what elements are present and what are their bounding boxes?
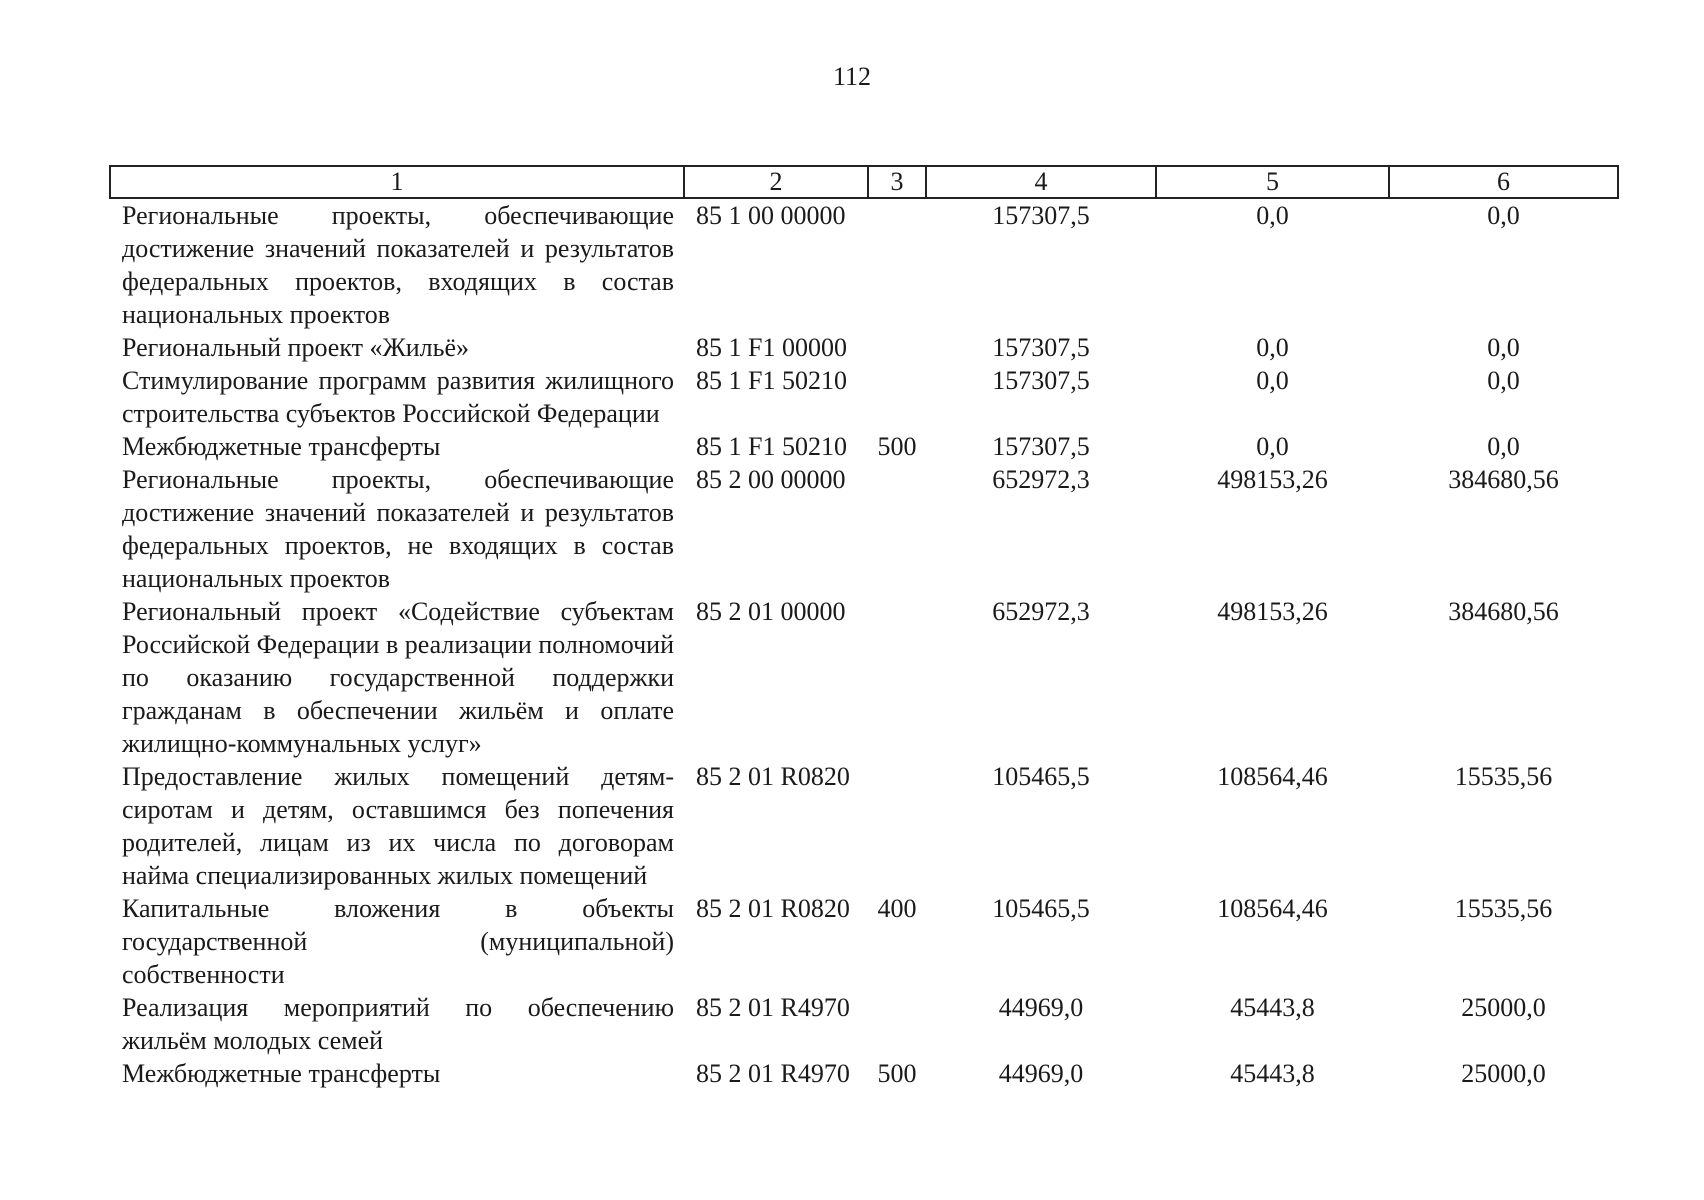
row-code: 85 2 01 R0820 bbox=[696, 894, 850, 923]
row-value-6: 0,0 bbox=[1487, 366, 1520, 395]
row-name: Стимулирование программ развития жилищного строительства субъектов Российской Федерации bbox=[122, 366, 674, 428]
column-header: 3 bbox=[868, 166, 926, 198]
row-value-6: 25000,0 bbox=[1461, 1059, 1546, 1088]
table-row bbox=[110, 991, 1618, 1057]
row-value-6: 0,0 bbox=[1487, 333, 1520, 362]
row-value-4: 157307,5 bbox=[992, 432, 1090, 461]
row-code: 85 1 F1 00000 bbox=[696, 333, 847, 362]
row-value-5: 0,0 bbox=[1256, 201, 1289, 230]
row-value-5: 108564,46 bbox=[1217, 894, 1328, 923]
row-value-6: 25000,0 bbox=[1461, 993, 1546, 1022]
row-value-4: 157307,5 bbox=[992, 366, 1090, 395]
row-code: 85 2 01 R4970 bbox=[696, 993, 850, 1022]
row-code: 85 2 01 00000 bbox=[696, 597, 846, 626]
row-value-5: 498153,26 bbox=[1217, 465, 1328, 494]
row-name: Региональные проекты, обеспечивающие достижение значений показателей и результатов федеральных проектов, не входящих в состав национальных проектов bbox=[122, 465, 674, 593]
page-number: 112 bbox=[832, 62, 872, 91]
row-value-5: 45443,8 bbox=[1230, 1059, 1315, 1088]
row-expense-type: 500 bbox=[877, 1059, 917, 1088]
row-value-5: 0,0 bbox=[1256, 333, 1289, 362]
row-value-5: 0,0 bbox=[1256, 432, 1289, 461]
row-code: 85 1 00 00000 bbox=[696, 201, 846, 230]
row-name: Региональный проект «Жильё» bbox=[122, 333, 470, 362]
row-name: Региональный проект «Содействие субъектам Российской Федерации в реализации полномочий по оказанию государственной поддержки гражданам в обеспечении жильём и оплате жилищно-коммунальных услуг» bbox=[122, 597, 674, 758]
table-row bbox=[110, 430, 1618, 463]
table-row bbox=[110, 364, 1618, 430]
row-value-6: 15535,56 bbox=[1454, 762, 1553, 791]
row-value-4: 157307,5 bbox=[992, 201, 1090, 230]
row-expense-type bbox=[868, 595, 926, 760]
row-value-4: 652972,3 bbox=[992, 597, 1090, 626]
row-code: 85 2 00 00000 bbox=[696, 465, 846, 494]
row-name: Межбюджетные трансферты bbox=[122, 1059, 441, 1088]
table-row bbox=[110, 595, 1618, 760]
row-value-6: 0,0 bbox=[1487, 201, 1520, 230]
column-header: 4 bbox=[926, 166, 1156, 198]
table-row bbox=[110, 331, 1618, 364]
row-code: 85 2 01 R4970 bbox=[696, 1059, 850, 1088]
table-row bbox=[110, 1057, 1618, 1090]
row-expense-type bbox=[868, 463, 926, 595]
table-row bbox=[110, 463, 1618, 595]
table-row bbox=[110, 198, 1618, 331]
row-value-5: 45443,8 bbox=[1230, 993, 1315, 1022]
row-value-4: 652972,3 bbox=[992, 465, 1090, 494]
row-value-4: 44969,0 bbox=[998, 993, 1084, 1022]
column-header: 1 bbox=[110, 166, 684, 198]
row-value-5: 108564,46 bbox=[1217, 762, 1328, 791]
column-header: 2 bbox=[684, 166, 868, 198]
row-name: Реализация мероприятий по обеспечению жильём молодых семей bbox=[122, 993, 674, 1055]
row-expense-type bbox=[868, 198, 926, 331]
row-code: 85 1 F1 50210 bbox=[696, 432, 847, 461]
row-value-6: 384680,56 bbox=[1448, 597, 1559, 626]
row-value-6: 0,0 bbox=[1487, 432, 1520, 461]
row-value-5: 0,0 bbox=[1256, 366, 1289, 395]
row-value-4: 44969,0 bbox=[998, 1059, 1084, 1088]
row-expense-type bbox=[868, 991, 926, 1057]
row-expense-type: 400 bbox=[877, 894, 917, 923]
row-code: 85 1 F1 50210 bbox=[696, 366, 847, 395]
budget-table bbox=[109, 165, 1619, 1090]
row-name: Региональные проекты, обеспечивающие достижение значений показателей и результатов федеральных проектов, входящих в состав национальных проектов bbox=[122, 201, 674, 329]
row-expense-type: 500 bbox=[877, 432, 917, 461]
table-header-row bbox=[110, 166, 1618, 198]
row-value-4: 157307,5 bbox=[992, 333, 1090, 362]
row-name: Капитальные вложения в объекты государственной (муниципальной) собственности bbox=[122, 894, 674, 989]
row-name: Предоставление жилых помещений детям-сиротам и детям, оставшимся без попечения родителей, лицам из их числа по договорам найма специализированных жилых помещений bbox=[122, 762, 674, 890]
row-name: Межбюджетные трансферты bbox=[122, 432, 441, 461]
row-expense-type bbox=[868, 760, 926, 892]
row-value-4: 105465,5 bbox=[992, 894, 1090, 923]
row-value-5: 498153,26 bbox=[1217, 597, 1328, 626]
row-code: 85 2 01 R0820 bbox=[696, 762, 850, 791]
column-header: 5 bbox=[1156, 166, 1389, 198]
table-row bbox=[110, 760, 1618, 892]
row-value-6: 384680,56 bbox=[1448, 465, 1559, 494]
row-expense-type bbox=[868, 331, 926, 364]
column-header: 6 bbox=[1389, 166, 1618, 198]
row-value-6: 15535,56 bbox=[1454, 894, 1553, 923]
row-expense-type bbox=[868, 364, 926, 430]
table-row bbox=[110, 892, 1618, 991]
row-value-4: 105465,5 bbox=[992, 762, 1090, 791]
